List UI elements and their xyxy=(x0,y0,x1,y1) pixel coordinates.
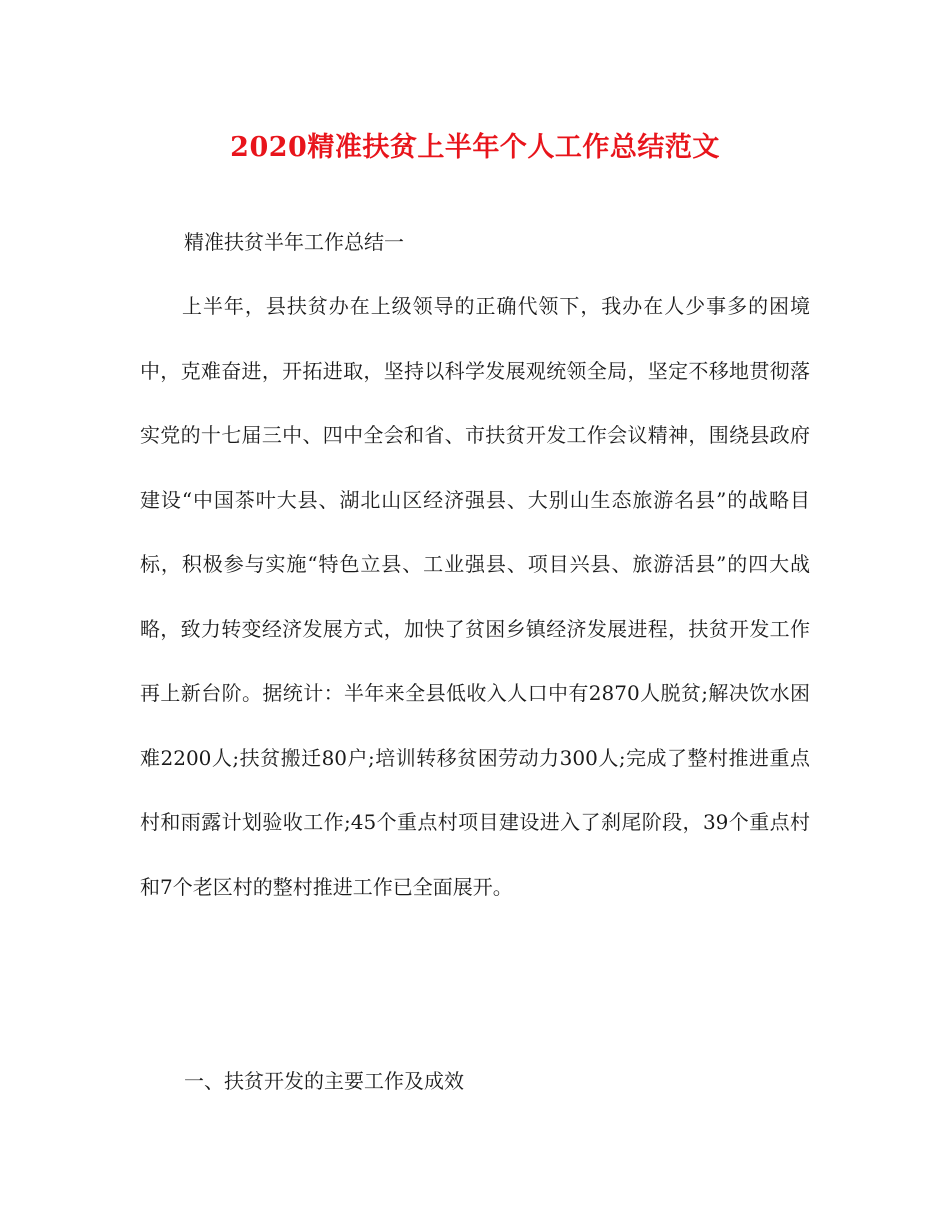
section-heading: 一、扶贫开发的主要工作及成效 xyxy=(184,1069,464,1093)
subheading: 精准扶贫半年工作总结一 xyxy=(184,230,404,254)
body-paragraph: 上半年，县扶贫办在上级领导的正确代领下，我办在人少事多的困境中，克难奋进，开拓进取，坚持以科学发展观统领全局，坚定不移地贯彻落实党的十七届三中、四中全会和省、市扶贫开发工作会议精神，围绕县政府建设“中国茶叶大县、湖北山区经济强县、大别山生态旅游名县”的战略目标，积极参与实施“特色立县、工业强县、项目兴县、旅游活县”的四大战略，致力转变经济发展方式，加快了贫困乡镇经济发展进程，扶贫开发工作再上新台阶。据统计：半年来全县低收入人口中有2870人脱贫;解决饮水困难2200人;扶贫搬迁80户;培训转移贫困劳动力300人;完成了整村推进重点村和雨露计划验收工作;45个重点村项目建设进入了刹尾阶段，39个重点村和7个老区村的整村推进工作已全面展开。 xyxy=(140,294,810,899)
document-title: 2020精准扶贫上半年个人工作总结范文 xyxy=(230,132,720,163)
